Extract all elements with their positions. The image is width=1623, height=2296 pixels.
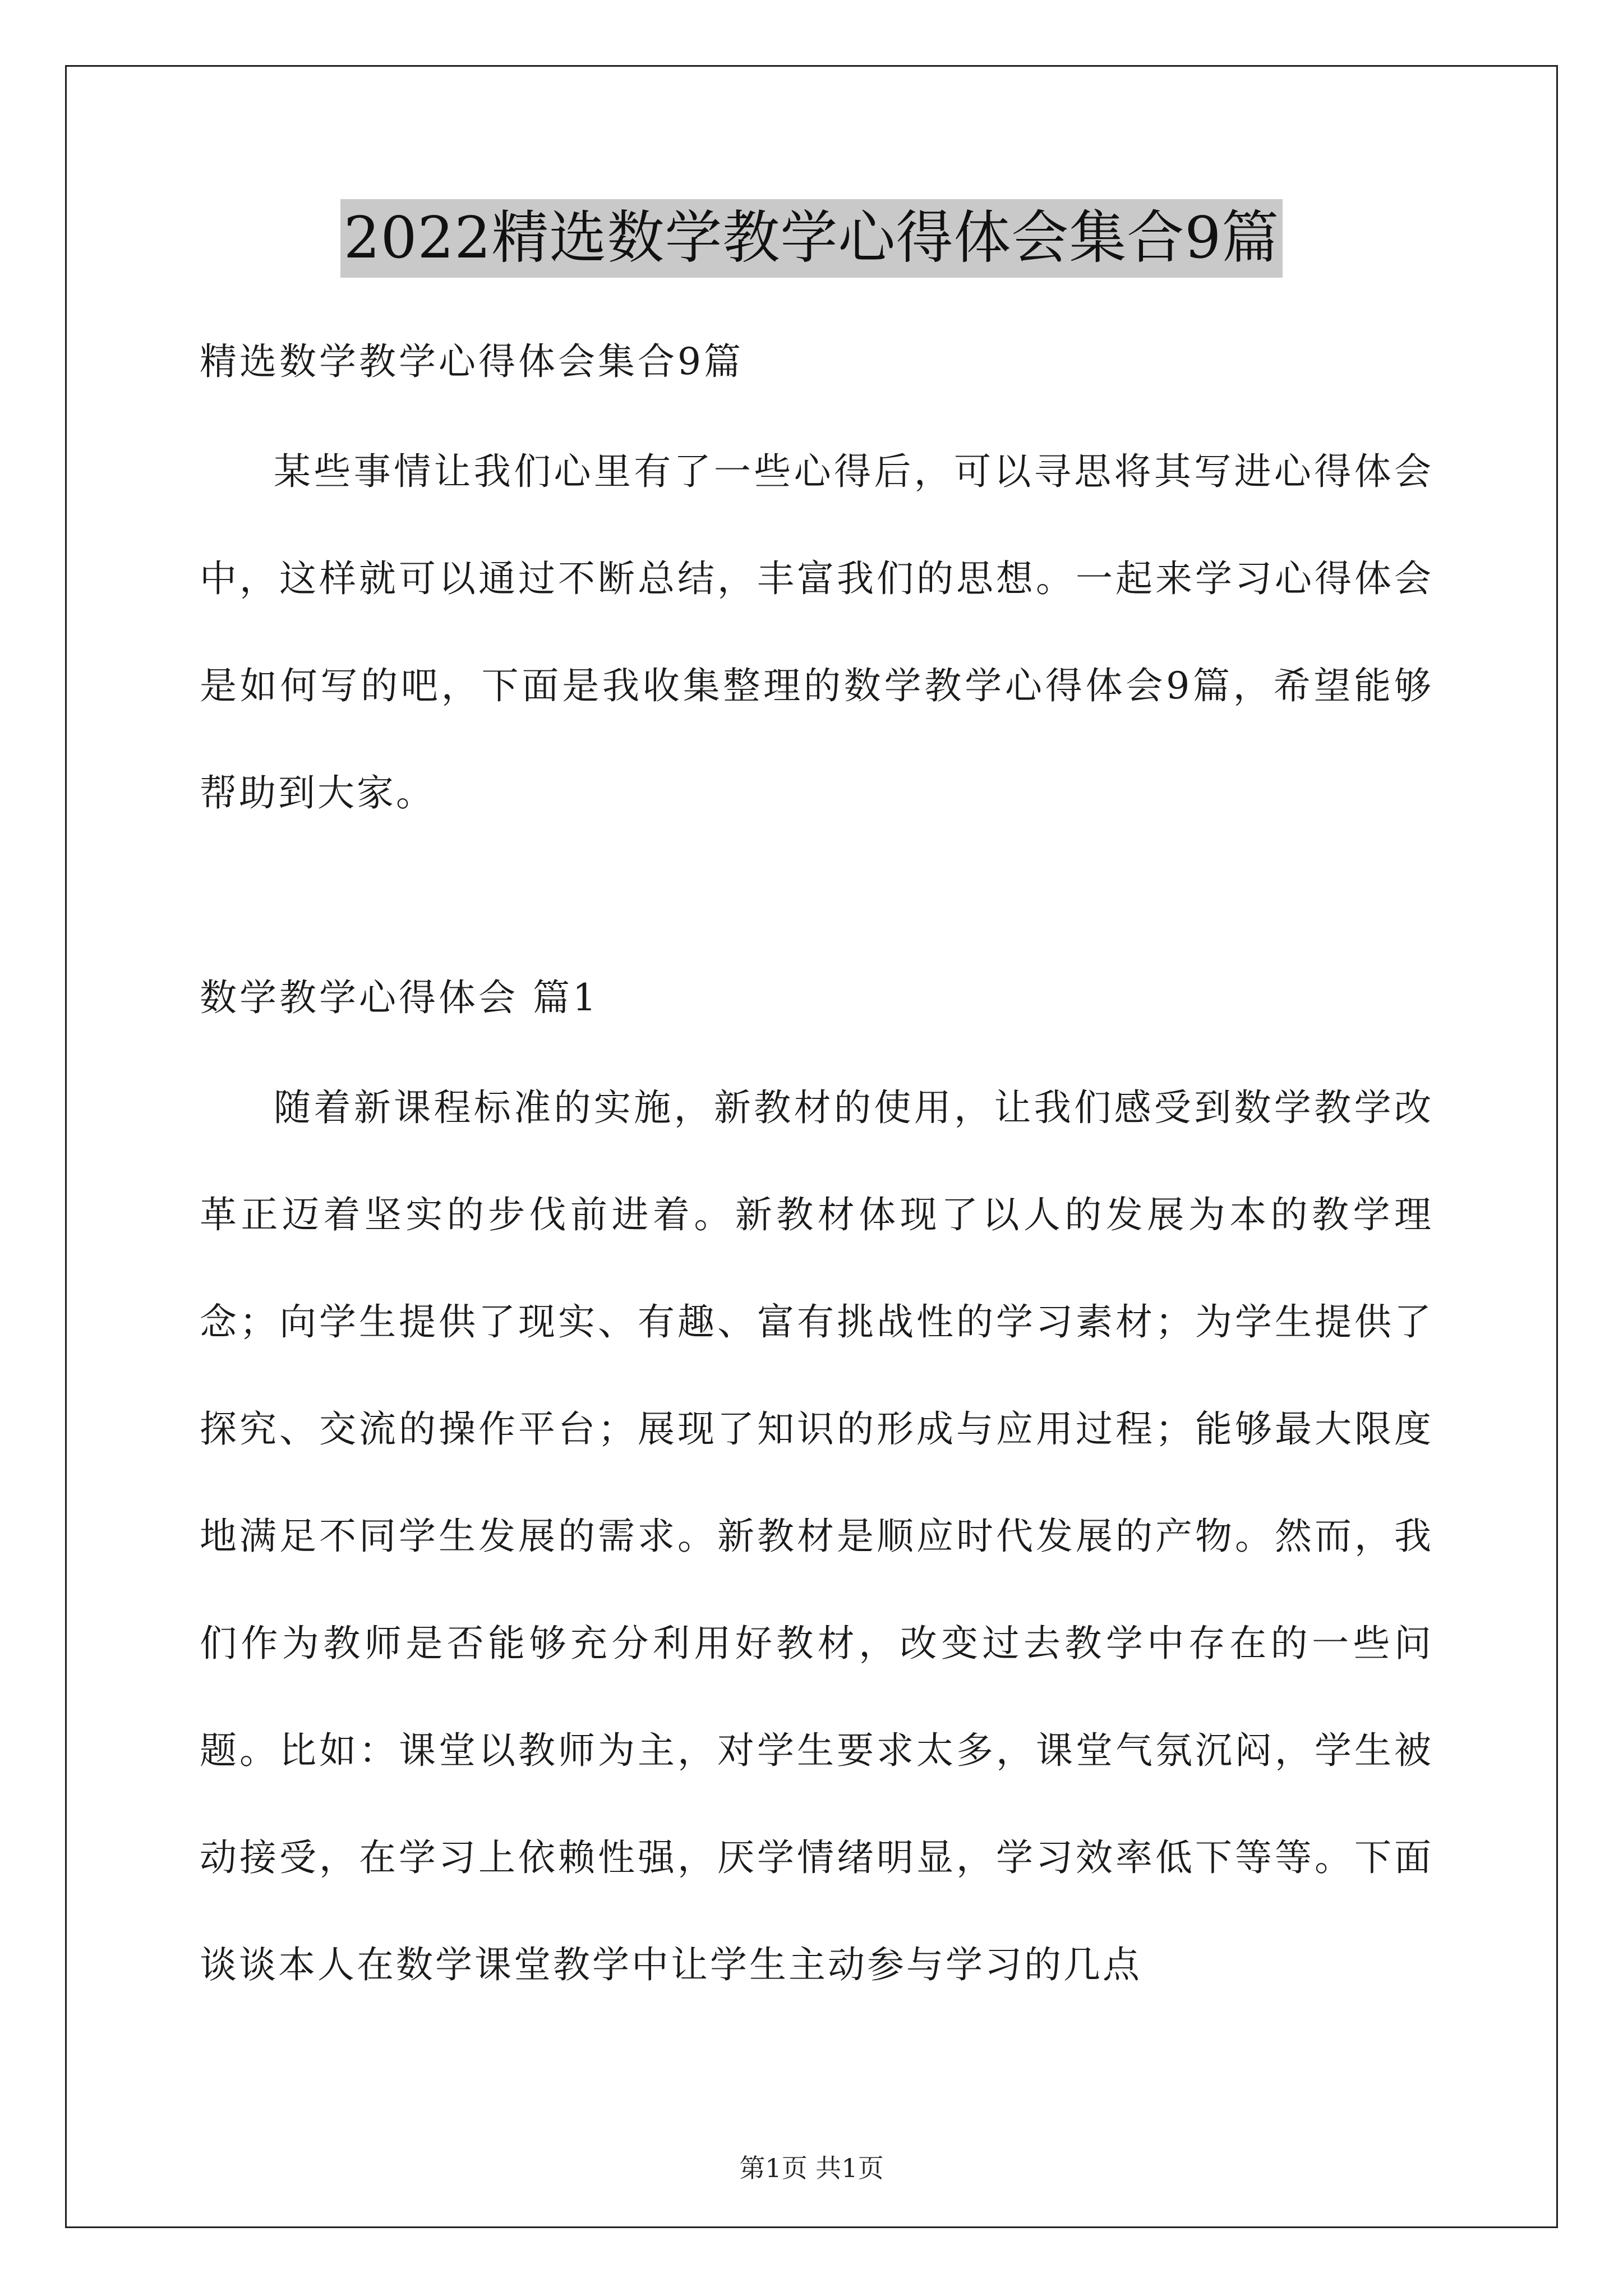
intro-text: 某些事情让我们心里有了一些心得后，可以寻思将其写进心得体会中，这样就可以通过不断总结，丰富我们的思想。一起来学习心得体会是如何写的吧，下面是我收集整理的数学教学心得体会9篇，希望能够帮助到大家。 bbox=[200, 450, 1433, 815]
section-text: 随着新课程标准的实施，新教材的使用，让我们感受到数学教学改革正迈着坚实的步伐前进着。新教材体现了以人的发展为本的教学理念；向学生提供了现实、有趣、富有挑战性的学习素材；为学生提供了探究、交流的操作平台；展现了知识的形成与应用过程；能够最大限度地满足不同学生发展的需求。新教材是顺应时代发展的产物。然而，我们作为教师是否能够充分利用好教材，改变过去教学中存在的一些问题。比如：课堂以教师为主，对学生要求太多，课堂气氛沉闷，学生被动接受，在学习上依赖性强，厌学情绪明显，学习效率低下等等。下面谈谈本人在数学课堂教学中让学生主动参与学习的几点 bbox=[200, 1086, 1433, 1986]
intro-paragraph bbox=[200, 418, 1433, 846]
title-block bbox=[0, 199, 1623, 278]
page-footer: 第1页 共1页 bbox=[739, 2153, 884, 2183]
section-heading: 数学教学心得体会 篇1 bbox=[200, 976, 599, 1019]
document-title: 2022精选数学教学心得体会集合9篇 bbox=[340, 199, 1283, 278]
document-body bbox=[200, 306, 1433, 2018]
section-gap bbox=[200, 846, 1433, 942]
document-subtitle: 精选数学教学心得体会集合9篇 bbox=[200, 340, 744, 383]
section-paragraph bbox=[200, 1054, 1433, 2018]
